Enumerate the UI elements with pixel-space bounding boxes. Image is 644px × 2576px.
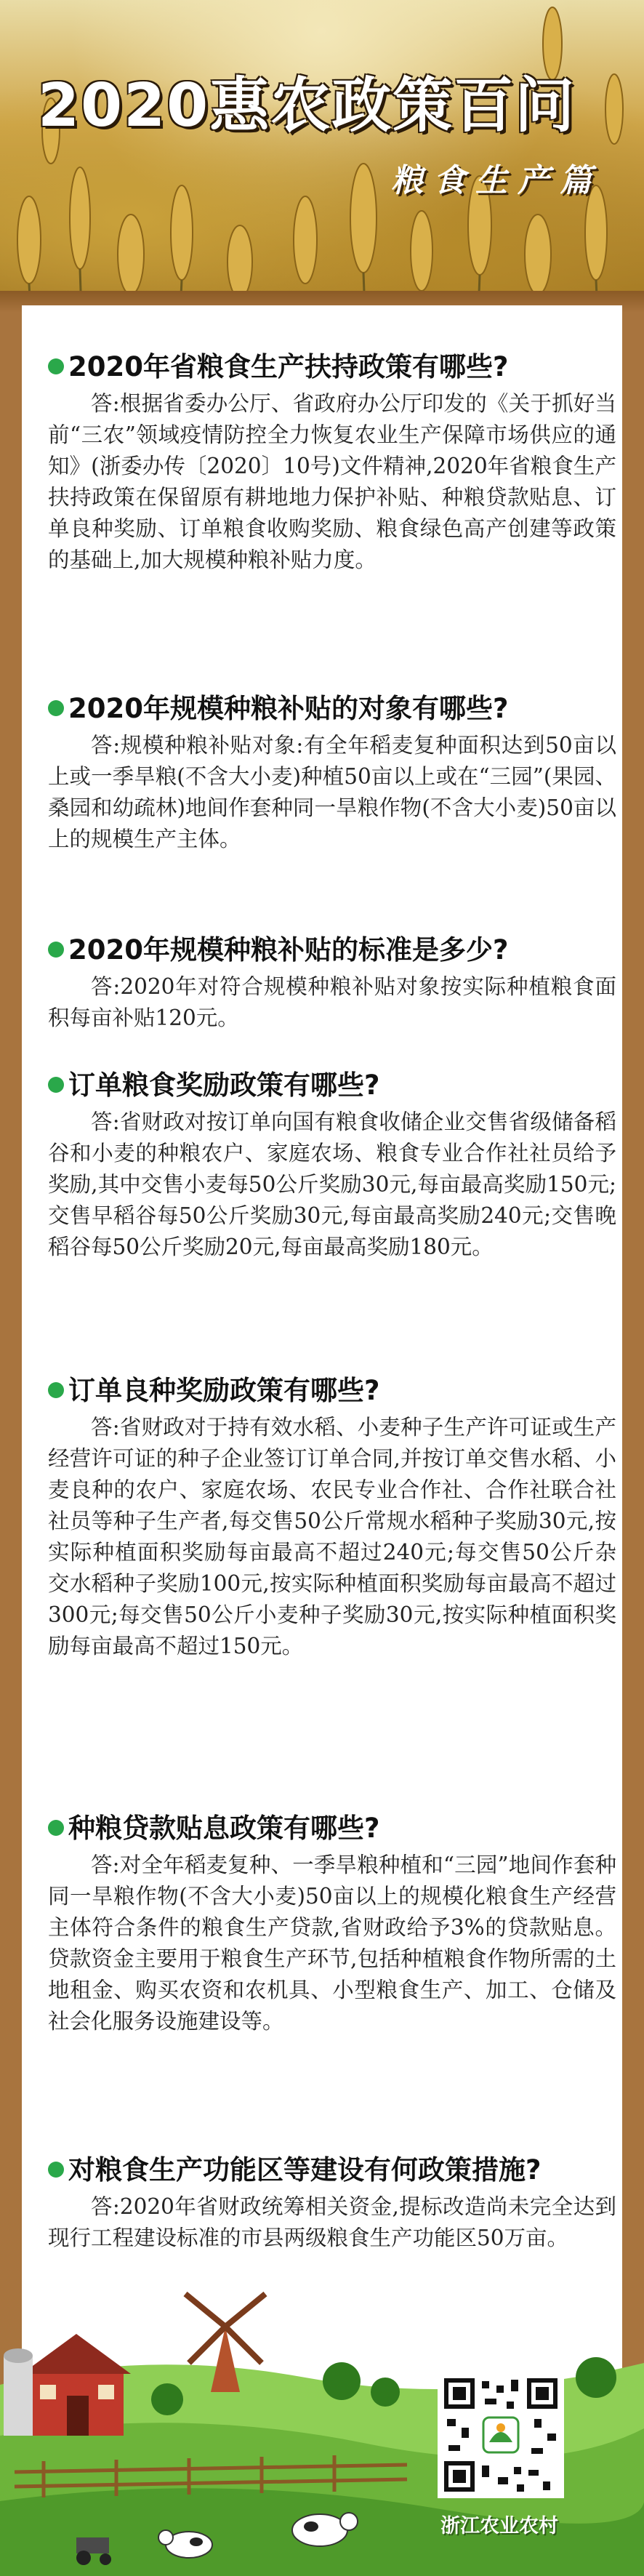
green-bullet-icon [48, 700, 64, 716]
faq-answer: 答:省财政对按订单向国有粮食收储企业交售省级储备稻谷和小麦的种粮农户、家庭农场、粮食专业合作社社员给予奖励,其中交售小麦每50公斤奖励30元,每亩最高奖励150元;交售早稻谷每50公斤奖励30元,每亩最高奖励240元;交售晚稻谷每50公斤奖励20元,每亩最高奖励180元。 [48, 1110, 616, 1259]
faq-item [48, 932, 616, 1034]
faq-question [48, 932, 616, 968]
faq-question [48, 1810, 616, 1847]
faq-item [48, 349, 616, 576]
faq-answer: 答:对全年稻麦复种、一季旱粮种植和“三园”地间作套种同一旱粮作物(不含大小麦)50亩以上的规模化粮食生产经营主体符合条件的粮食生产贷款,省财政给予3%的贷款贴息。贷款资金主要用于粮食生产环节,包括种植粮食作物所需的土地租金、购买农资和农机具、小型粮食生产、加工、仓储及社会化服务设施建设等。 [48, 1853, 616, 2034]
faq-answer: 答:规模种粮补贴对象:有全年稻麦复种面积达到50亩以上或一季旱粮(不含大小麦)种植50亩以上或在“三园”(果园、桑园和幼疏林)地间作套种同一旱粮作物(不含大小麦)50亩以上的规模生产主体。 [48, 733, 616, 851]
faq-question [48, 349, 616, 385]
page-title: 2020惠农政策百问 [38, 71, 576, 140]
faq-question-text: 2020年规模种粮补贴的对象有哪些? [68, 693, 509, 724]
green-bullet-icon [48, 358, 64, 374]
green-bullet-icon [48, 1077, 64, 1093]
green-bullet-icon [48, 1820, 64, 1836]
faq-answer: 答:2020年对符合规模种粮补贴对象按实际种植粮食面积每亩补贴120元。 [48, 974, 616, 1030]
faq-item [48, 2152, 616, 2254]
faq-question [48, 1373, 616, 1409]
faq-answer: 答:2020年省财政统筹相关资金,提标改造尚未完全达到现行工程建设标准的市县两级粮食生产功能区50万亩。 [48, 2194, 616, 2250]
faq-item [48, 1373, 616, 1662]
green-bullet-icon [48, 942, 64, 958]
faq-item [48, 1067, 616, 1263]
qr-code-icon [441, 2375, 560, 2495]
faq-question [48, 1067, 616, 1104]
faq-question-text: 对粮食生产功能区等建设有何政策措施? [68, 2154, 542, 2186]
faq-question-text: 种粮贷款贴息政策有哪些? [68, 1813, 380, 1844]
faq-question-text: 2020年规模种粮补贴的标准是多少? [68, 934, 509, 966]
faq-question-text: 2020年省粮食生产扶持政策有哪些? [68, 351, 509, 382]
faq-question [48, 691, 616, 727]
faq-answer: 答:省财政对于持有效水稻、小麦种子生产许可证或生产经营许可证的种子企业签订订单合同,并按订单交售水稻、小麦良种的农户、家庭农场、农民专业合作社、合作社联合社社员等种子生产者,每交售50公斤常规水稻种子奖励30元,按实际种植面积奖励每亩最高不超过240元;每交售50公斤杂交水稻种子奖励100元,按实际种植面积奖励每亩最高不超过300元;每交售50公斤小麦种子奖励30元,按实际种植面积奖励每亩最高不超过150元。 [48, 1415, 616, 1658]
faq-question-text: 订单良种奖励政策有哪些? [68, 1375, 380, 1406]
qr-code-label: 浙江农业农村 [440, 2515, 558, 2537]
faq-question-text: 订单粮食奖励政策有哪些? [68, 1070, 380, 1101]
content-panel [22, 305, 622, 2283]
header-banner [0, 0, 644, 313]
page-subtitle: 粮食生产篇 [391, 162, 602, 199]
faq-item [48, 691, 616, 855]
faq-answer: 答:根据省委办公厅、省政府办公厅印发的《关于抓好当前“三农”领域疫情防控全力恢复农业生产保障市场供应的通知》(浙委办传〔2020〕10号)文件精神,2020年省粮食生产扶持政策在保留原有耕地地力保护补贴、种粮贷款贴息、订单良种奖励、订单粮食收购奖励、粮食绿色高产创建等政策的基础上,加大规模种粮补贴力度。 [48, 391, 616, 572]
green-bullet-icon [48, 1382, 64, 1398]
qr-code [438, 2372, 564, 2498]
green-bullet-icon [48, 2162, 64, 2178]
faq-question [48, 2152, 616, 2188]
faq-item [48, 1810, 616, 2037]
